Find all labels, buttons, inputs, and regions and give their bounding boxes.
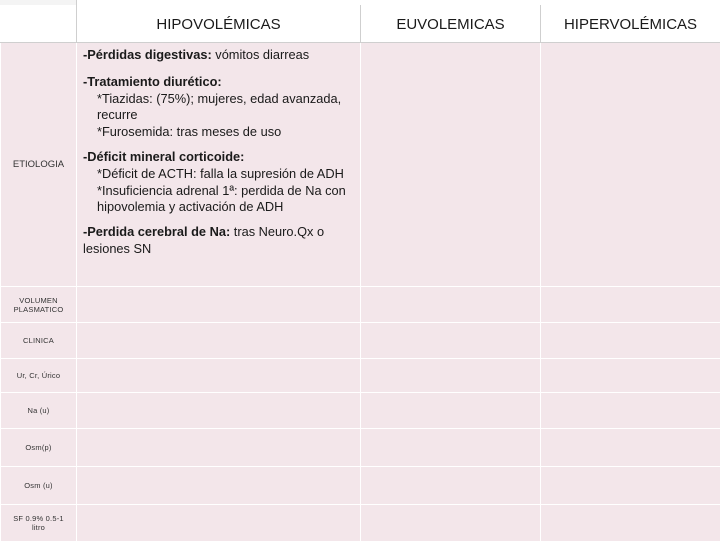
line-deficit: -Déficit mineral corticoide: — [83, 149, 354, 166]
clinica-hipervolemicas — [541, 323, 720, 359]
na-u-hipovolemicas — [77, 393, 361, 429]
clinica-hipovolemicas — [77, 323, 361, 359]
row-label-ur-cr: Ur, Cr, Úrico — [1, 359, 77, 393]
ur-cr-hipovolemicas — [77, 359, 361, 393]
row-volumen — [1, 287, 720, 323]
header-euvolemicas: EUVOLEMICAS — [361, 6, 541, 43]
header-corner — [1, 6, 77, 43]
row-na-u — [1, 393, 720, 429]
volumen-hipervolemicas — [541, 287, 720, 323]
row-clinica — [1, 323, 720, 359]
row-label-etiologia: ETIOLOGIA — [1, 43, 77, 287]
row-label-osm-u: Osm (u) — [1, 467, 77, 505]
etiologia-hipovolemicas — [77, 43, 361, 287]
row-label-sf: SF 0.9% 0.5-1 litro — [1, 505, 77, 542]
row-sf — [1, 505, 720, 542]
header-hipervolemicas: HIPERVOLÉMICAS — [541, 6, 720, 43]
ur-cr-hipervolemicas — [541, 359, 720, 393]
row-label-volumen: VOLUMEN PLASMATICO — [1, 287, 77, 323]
ur-cr-euvolemicas — [361, 359, 541, 393]
osm-p-hipovolemicas — [77, 429, 361, 467]
row-ur-cr — [1, 359, 720, 393]
etiologia-euvolemicas — [361, 43, 541, 287]
etiologia-hipervolemicas — [541, 43, 720, 287]
osm-u-hipovolemicas — [77, 467, 361, 505]
volumen-euvolemicas — [361, 287, 541, 323]
row-etiologia — [1, 43, 720, 287]
row-label-clinica: CLINICA — [1, 323, 77, 359]
line-furosemida: *Furosemida: tras meses de uso — [83, 124, 354, 141]
row-osm-u — [1, 467, 720, 505]
osm-u-hipervolemicas — [541, 467, 720, 505]
line-diuretico: -Tratamiento diurético: — [83, 74, 354, 91]
sf-hipervolemicas — [541, 505, 720, 542]
line-acth: *Déficit de ACTH: falla la supresión de ADH — [83, 166, 354, 183]
sf-hipovolemicas — [77, 505, 361, 542]
row-label-na-u: Na (u) — [1, 393, 77, 429]
osm-p-euvolemicas — [361, 429, 541, 467]
clinica-euvolemicas — [361, 323, 541, 359]
header-hipovolemicas: HIPOVOLÉMICAS — [77, 6, 361, 43]
line-tiazidas: *Tiazidas: (75%); mujeres, edad avanzada, recurre — [83, 91, 354, 125]
line-perdidas: -Pérdidas digestivas: vómitos diarreas — [83, 47, 354, 64]
na-u-hipervolemicas — [541, 393, 720, 429]
row-label-osm-p: Osm(p) — [1, 429, 77, 467]
na-u-euvolemicas — [361, 393, 541, 429]
line-cerebral: -Perdida cerebral de Na: tras Neuro.Qx o lesiones SN — [83, 224, 354, 258]
sf-euvolemicas — [361, 505, 541, 542]
hyponatremia-table — [0, 5, 720, 542]
osm-p-hipervolemicas — [541, 429, 720, 467]
line-adrenal: *Insuficiencia adrenal 1ª: perdida de Na con hipovolemia y activación de ADH — [83, 183, 354, 217]
row-osm-p — [1, 429, 720, 467]
volumen-hipovolemicas — [77, 287, 361, 323]
osm-u-euvolemicas — [361, 467, 541, 505]
header-row — [1, 6, 720, 43]
